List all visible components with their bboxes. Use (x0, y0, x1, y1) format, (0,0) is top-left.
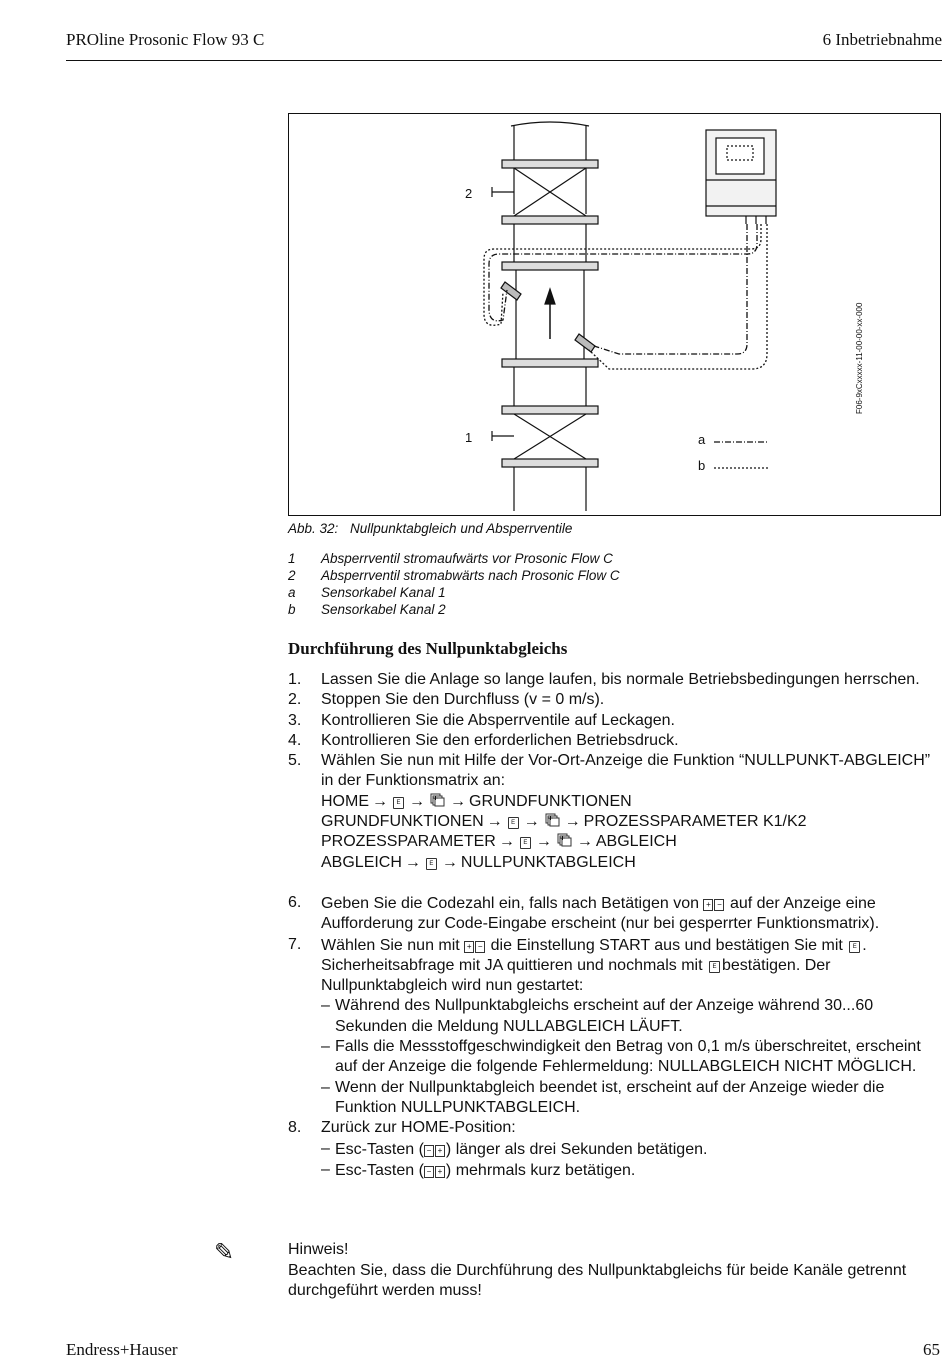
note-block (288, 1240, 943, 1302)
sub-text: Wenn der Nullpunktabgleich beendet ist, erscheint auf der Anzeige wieder die Funktion NULLPUNKTABGLEICH. (335, 1078, 885, 1116)
legend-key: 2 (288, 568, 296, 583)
minus-key-icon: − (475, 941, 485, 953)
step-number: 3. (288, 711, 302, 729)
legend-key: a (288, 585, 296, 600)
pipe-valve-illustration (289, 114, 942, 517)
legend-text: Sensorkabel Kanal 2 (321, 602, 446, 617)
dash: – (321, 1160, 330, 1178)
step-number: 5. (288, 752, 302, 770)
minus-key-icon: − (714, 899, 724, 911)
step-text: die Einstellung START aus und bestätigen Sie mit (490, 936, 843, 954)
dash: – (321, 1078, 330, 1096)
dash: – (321, 1139, 330, 1157)
step-text: Wählen Sie nun mit Hilfe der Vor-Ort-Anzeige die Funktion “NULLPUNKT-ABGLEICH” in der Funktionsmatrix an: (321, 752, 931, 790)
plus-key-icon: + (435, 1145, 445, 1157)
sub-text: Esc-Tasten ( (335, 1140, 424, 1158)
menu-path-3 (321, 832, 943, 852)
sub-item (321, 1160, 943, 1181)
step-number: 4. (288, 731, 302, 749)
procedure-steps (288, 670, 943, 1181)
step-1 (288, 670, 943, 690)
legend-text: Sensorkabel Kanal 1 (321, 585, 446, 600)
step-number: 8. (288, 1119, 302, 1137)
arrow-icon: → (441, 853, 458, 871)
step-8 (288, 1118, 943, 1181)
path-from: HOME (321, 792, 369, 810)
sub-item (321, 996, 943, 1037)
step-6 (288, 893, 943, 935)
section-heading: Durchführung des Nullpunktabgleichs (288, 639, 568, 658)
sub-text: ) mehrmals kurz betätigen. (445, 1161, 636, 1179)
step-text: auf der Anzeige eine Aufforderung zur Code-Eingabe erscheint (nur bei gesperrter Funktionsmatrix). (321, 894, 880, 933)
esc-keys-icon (424, 1139, 446, 1159)
legend-item (288, 602, 620, 619)
figure-pipe-diagram (288, 113, 941, 516)
step-number: 2. (288, 691, 302, 709)
caption-number: Abb. 32: (288, 521, 339, 536)
enter-key-icon: E (849, 941, 860, 953)
plus-minus-repeat-icon (545, 813, 560, 827)
legend-text: Absperrventil stromabwärts nach Prosonic Flow C (321, 568, 620, 583)
arrow-icon: → (450, 792, 466, 810)
step-text: . Sicherheitsabfrage mit JA quittieren und nochmals mit (321, 936, 867, 974)
arrow-icon: → (404, 853, 421, 871)
legend-text: Absperrventil stromaufwärts vor Prosonic Flow C (321, 551, 613, 566)
arrow-icon: → (498, 833, 515, 851)
step-number: 7. (288, 935, 302, 953)
enter-key-icon: E (426, 858, 437, 870)
arrow-icon: → (523, 813, 540, 831)
legend-key: b (288, 602, 296, 617)
path-to: ABGLEICH (595, 833, 677, 851)
menu-path-1 (321, 792, 943, 812)
path-to: GRUNDFUNKTIONEN (469, 792, 632, 810)
plus-minus-keys-icon (703, 893, 725, 913)
sub-text: ) länger als drei Sekunden betätigen. (445, 1140, 708, 1158)
sub-text: Während des Nullpunktabgleichs erscheint auf der Anzeige während 30...60 Sekunden die Meldung NULLABGLEICH LÄUFT. (335, 997, 874, 1035)
pencil-icon: ✎ (214, 1239, 235, 1266)
label-cable-b: b (698, 458, 706, 473)
plus-minus-repeat-icon (557, 833, 572, 847)
note-title: Hinweis! (288, 1241, 349, 1258)
step-text: Kontrollieren Sie die Absperrventile auf Leckagen. (321, 711, 675, 729)
path-to: PROZESSPARAMETER K1/K2 (583, 813, 807, 831)
arrow-icon: → (372, 792, 388, 810)
step-text: Geben Sie die Codezahl ein, falls nach Betätigen von (321, 894, 700, 912)
spacer (288, 873, 943, 893)
legend-key: 1 (288, 551, 296, 566)
sub-item (321, 1078, 943, 1119)
path-from: ABGLEICH (321, 853, 402, 871)
legend-item (288, 551, 620, 568)
minus-key-icon: − (424, 1166, 434, 1178)
plus-minus-keys-icon (464, 935, 486, 955)
step-2 (288, 690, 943, 710)
step-number: 1. (288, 671, 302, 688)
arrow-icon: → (409, 792, 425, 810)
sub-text: Falls die Messstoffgeschwindigkeit den Betrag von 0,1 m/s überschreitet, erscheint auf der Anzeige die folgende Fehlermeldung: NULLABGLEICH NICHT MÖGLICH. (335, 1038, 921, 1076)
step-4 (288, 731, 943, 751)
page-number: 65 (923, 1340, 940, 1359)
note-text: Beachten Sie, dass die Durchführung des Nullpunktabgleichs für beide Kanäle getrennt durchgeführt werden muss! (288, 1261, 907, 1299)
plus-key-icon: + (703, 899, 713, 911)
step-text: Zurück zur HOME-Position: (321, 1119, 516, 1137)
minus-key-icon: − (424, 1145, 434, 1157)
label-valve-2: 2 (465, 186, 473, 201)
enter-key-icon: E (508, 817, 519, 829)
header-document-title: PROline Prosonic Flow 93 C (66, 30, 265, 49)
step-number: 6. (288, 893, 302, 911)
dash: – (321, 1038, 330, 1056)
enter-key-icon: E (393, 797, 404, 809)
label-valve-1: 1 (465, 430, 473, 445)
menu-path-4 (321, 853, 943, 873)
enter-key-icon: E (709, 961, 720, 973)
step-text: Lassen Sie die Anlage so lange laufen, bis normale Betriebsbedingungen herrschen. (321, 671, 920, 688)
step-text: Wählen Sie nun mit (321, 936, 460, 954)
label-cable-a: a (698, 432, 706, 447)
step-5 (288, 751, 943, 873)
header-chapter-title: 6 Inbetriebnahme (822, 30, 942, 49)
figure-code: F06-9xCxxxxx-11-00-00-xx-000 (855, 302, 864, 414)
arrow-icon: → (564, 813, 581, 831)
dash: – (321, 997, 330, 1015)
step-text: Kontrollieren Sie den erforderlichen Betriebsdruck. (321, 731, 679, 749)
esc-keys-icon (424, 1160, 446, 1180)
caption-text: Nullpunktabgleich und Absperrventile (350, 521, 573, 536)
step-7 (288, 935, 943, 1119)
plus-key-icon: + (464, 941, 474, 953)
plus-minus-repeat-icon (430, 793, 445, 807)
sub-item (321, 1139, 943, 1160)
legend-item (288, 568, 620, 585)
arrow-icon: → (535, 833, 552, 851)
step-text: bestätigen. Der Nullpunktabgleich wird nun gestartet: (321, 956, 831, 995)
path-from: GRUNDFUNKTIONEN (321, 813, 484, 831)
step-text: Stoppen Sie den Durchfluss (v = 0 m/s). (321, 691, 605, 709)
sub-text: Esc-Tasten ( (335, 1161, 424, 1179)
plus-key-icon: + (435, 1166, 445, 1178)
path-from: PROZESSPARAMETER (321, 833, 496, 851)
figure-legend (288, 551, 620, 619)
menu-path-2 (321, 812, 943, 832)
arrow-icon: → (576, 833, 593, 851)
sub-item (321, 1037, 943, 1078)
arrow-icon: → (486, 813, 503, 831)
enter-key-icon: E (520, 837, 531, 849)
header-rule (66, 60, 942, 61)
legend-item (288, 585, 620, 602)
step-3 (288, 711, 943, 731)
path-to: NULLPUNKTABGLEICH (460, 853, 636, 871)
figure-caption (288, 521, 572, 536)
footer-brand: Endress+Hauser (66, 1340, 178, 1359)
